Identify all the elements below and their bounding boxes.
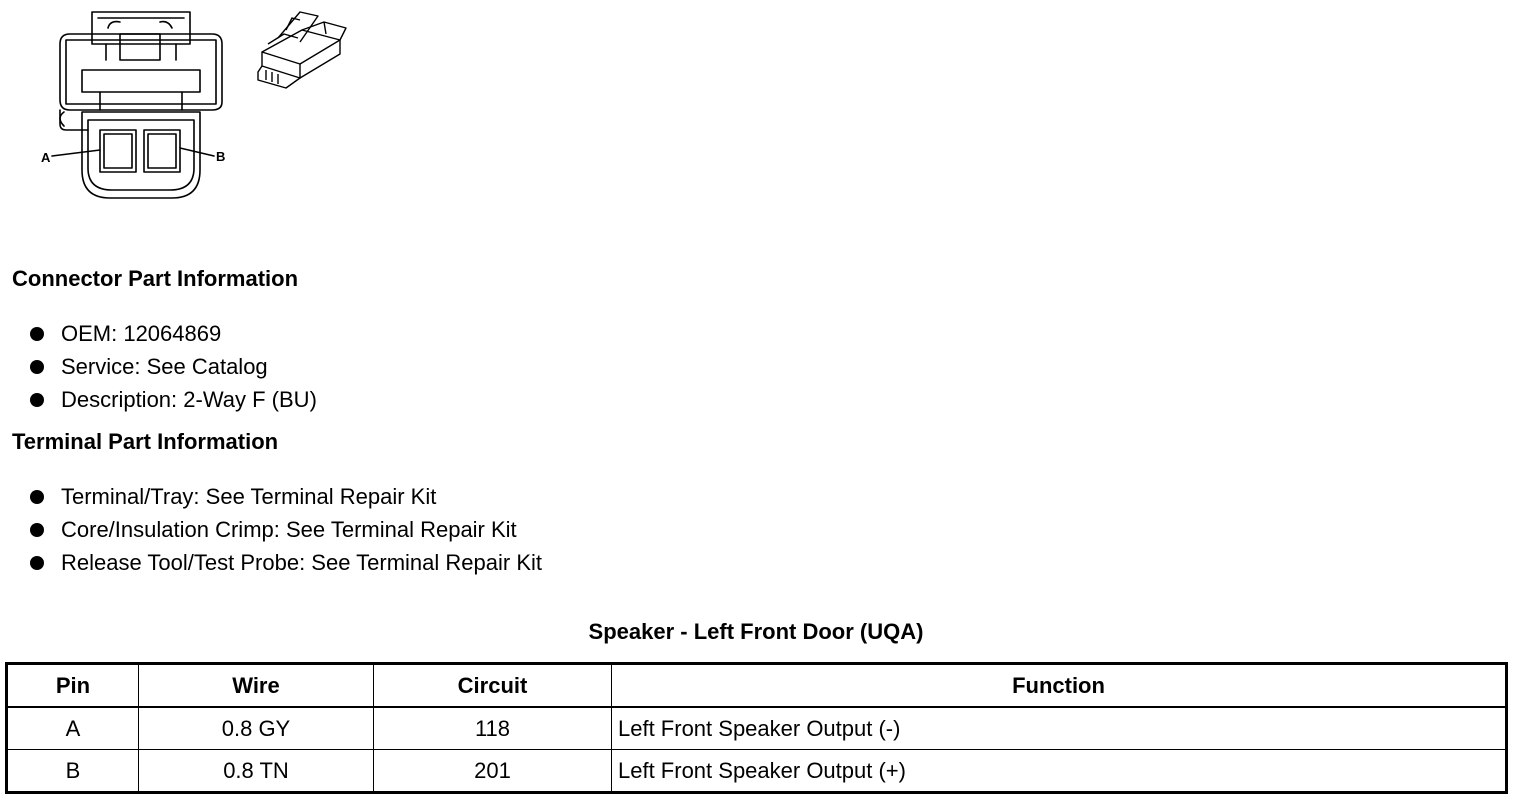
connector-diagram bbox=[0, 0, 360, 210]
cell-pin: A bbox=[7, 707, 139, 750]
table-header-row bbox=[7, 664, 1507, 708]
list-item-text: OEM: 12064869 bbox=[61, 321, 222, 346]
bullet-icon bbox=[30, 393, 44, 407]
cell-function: Left Front Speaker Output (-) bbox=[612, 707, 1507, 750]
cell-pin: B bbox=[7, 750, 139, 793]
bullet-icon bbox=[30, 490, 44, 504]
list-item bbox=[0, 387, 317, 420]
list-item-text: Description: 2-Way F (BU) bbox=[61, 387, 317, 412]
terminal-part-info-list bbox=[0, 484, 542, 583]
list-item bbox=[0, 321, 317, 354]
connector-isometric-view bbox=[258, 12, 346, 88]
list-item bbox=[0, 517, 542, 550]
pin-table-title: Speaker - Left Front Door (UQA) bbox=[588, 619, 924, 644]
header-function: Function bbox=[612, 664, 1507, 708]
connector-part-info-list bbox=[0, 321, 317, 420]
terminal-part-info-heading: Terminal Part Information bbox=[12, 429, 279, 454]
header-pin: Pin bbox=[7, 664, 139, 708]
list-item-text: Terminal/Tray: See Terminal Repair Kit bbox=[61, 484, 437, 509]
cell-wire: 0.8 TN bbox=[139, 750, 374, 793]
bullet-icon bbox=[30, 523, 44, 537]
bullet-icon bbox=[30, 327, 44, 341]
list-item bbox=[0, 484, 542, 517]
list-item bbox=[0, 354, 317, 387]
cavity-b bbox=[144, 130, 180, 172]
cavity-a bbox=[100, 130, 136, 172]
table-row bbox=[7, 707, 1507, 750]
bullet-icon bbox=[30, 360, 44, 374]
cell-wire: 0.8 GY bbox=[139, 707, 374, 750]
header-wire: Wire bbox=[139, 664, 374, 708]
list-item-text: Release Tool/Test Probe: See Terminal Repair Kit bbox=[61, 550, 542, 575]
bullet-icon bbox=[30, 556, 44, 570]
pin-table bbox=[5, 662, 1508, 794]
header-circuit: Circuit bbox=[374, 664, 612, 708]
list-item bbox=[0, 550, 542, 583]
cell-function: Left Front Speaker Output (+) bbox=[612, 750, 1507, 793]
list-item-text: Core/Insulation Crimp: See Terminal Repair Kit bbox=[61, 517, 517, 542]
connector-part-info-heading: Connector Part Information bbox=[12, 266, 299, 291]
pin-label-b: B bbox=[216, 149, 226, 164]
cell-circuit: 201 bbox=[374, 750, 612, 793]
pin-label-a: A bbox=[41, 150, 51, 165]
table-row bbox=[7, 750, 1507, 793]
cell-circuit: 118 bbox=[374, 707, 612, 750]
connector-housing bbox=[60, 34, 222, 110]
list-item-text: Service: See Catalog bbox=[61, 354, 268, 379]
